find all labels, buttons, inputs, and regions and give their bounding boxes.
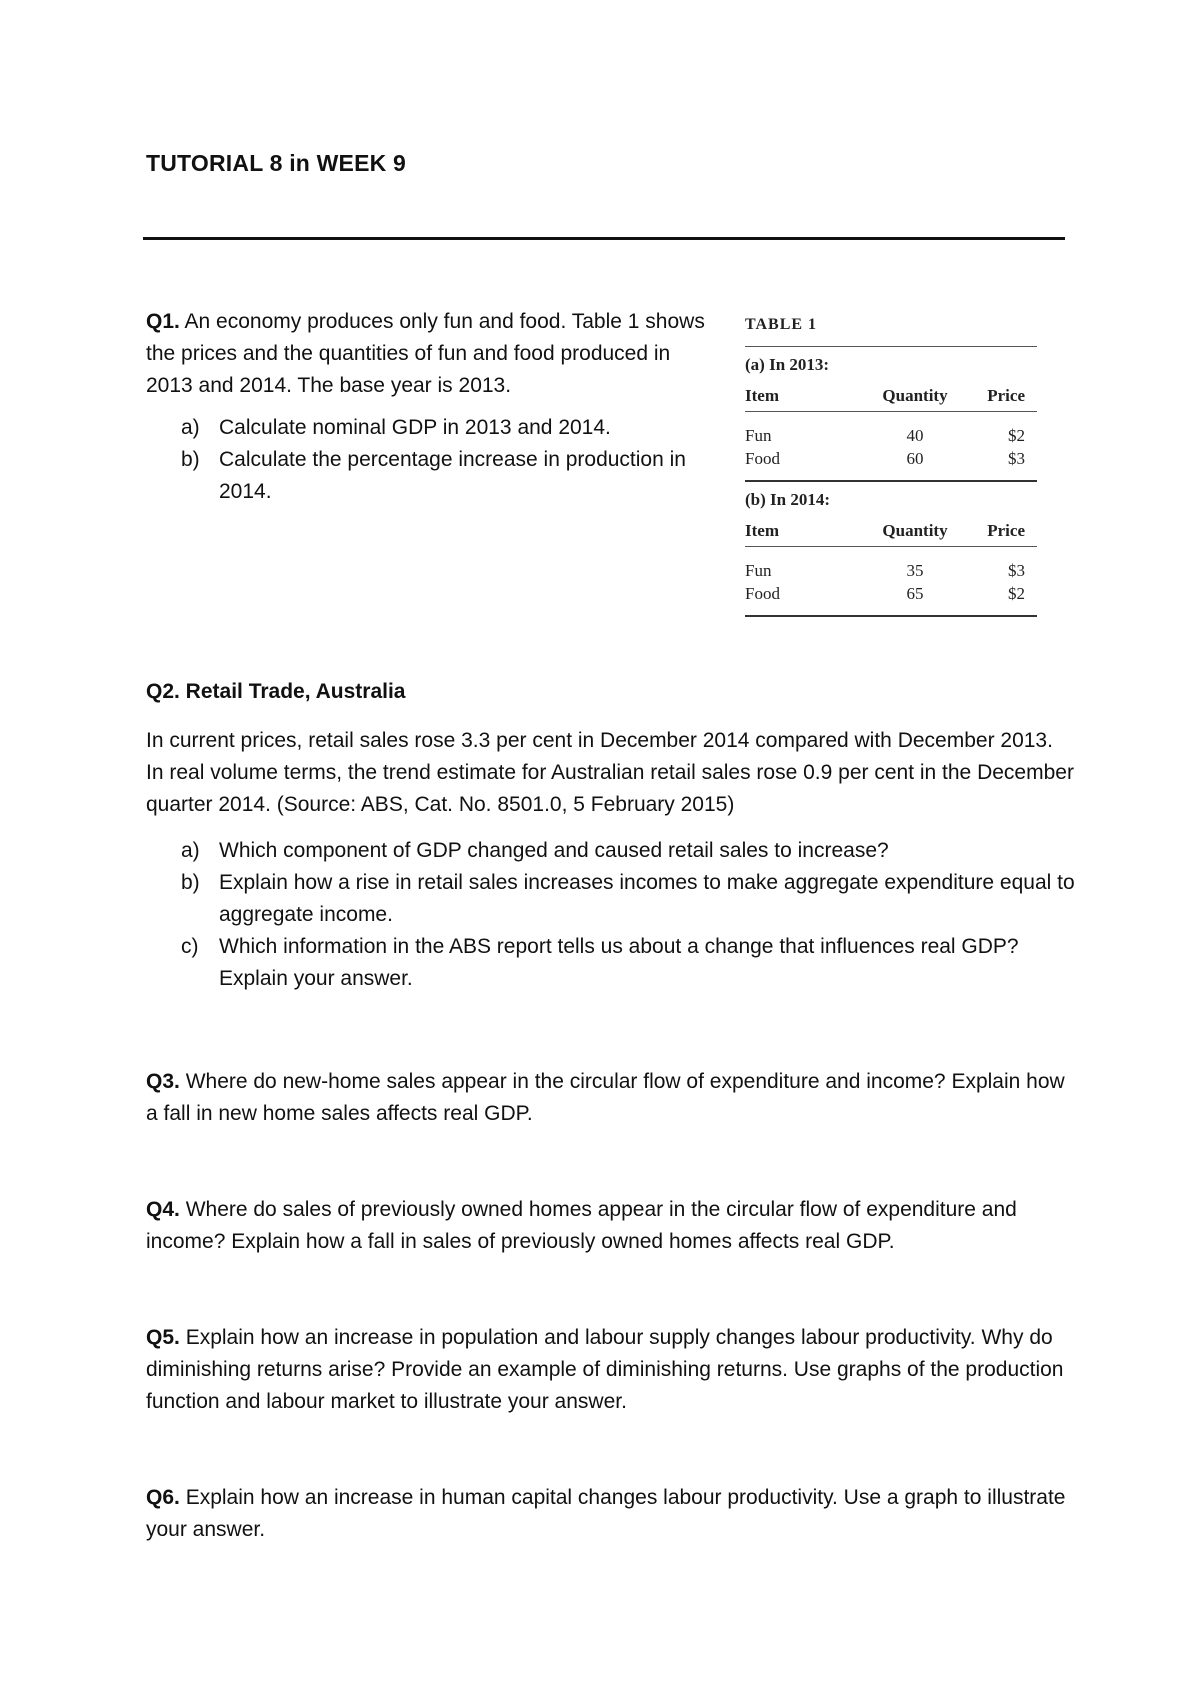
list-item <box>146 931 1076 995</box>
table-header-row <box>745 381 1037 411</box>
question-3 <box>146 1066 1076 1130</box>
table-row <box>745 582 1037 605</box>
question-6 <box>146 1482 1076 1546</box>
table-cell: Food <box>745 448 780 468</box>
table-cell: Fun <box>745 425 772 445</box>
table-cell: $3 <box>1008 448 1025 468</box>
question-1-subitems <box>146 412 706 508</box>
table-cell: Food <box>745 583 780 603</box>
list-item-text: Which information in the ABS report tells us about a change that influences real GDP? Explain your answer. <box>219 935 1019 990</box>
question-2-text: In current prices, retail sales rose 3.3 per cent in December 2014 compared with December 2013. In real volume terms, the trend estimate for Australian retail sales rose 0.9 per cent in the December quarter 2014. (Source: ABS, Cat. No. 8501.0, 5 February 2015) <box>146 729 1074 816</box>
list-item-text: Calculate the percentage increase in production in 2014. <box>219 448 686 503</box>
table-section-label: (a) In 2013: <box>745 355 830 374</box>
table-body <box>745 547 1037 615</box>
question-6-label: Q6. <box>146 1486 180 1509</box>
question-4-body: Where do sales of previously owned homes appear in the circular flow of expenditure and income? Explain how a fall in sales of previously owned homes affects real GDP. <box>146 1198 1017 1253</box>
table-rule <box>745 615 1037 617</box>
question-4 <box>146 1194 1076 1258</box>
table-row <box>745 447 1037 470</box>
table-header-row <box>745 516 1037 546</box>
list-item-text: Which component of GDP changed and caused retail sales to increase? <box>219 839 889 862</box>
list-item-text: Explain how a rise in retail sales increases incomes to make aggregate expenditure equal to aggregate income. <box>219 871 1075 926</box>
table-cell: 40 <box>906 425 924 445</box>
question-2-subitems <box>146 835 1076 995</box>
table-cell: $2 <box>1008 425 1025 445</box>
question-1 <box>146 306 706 508</box>
table-cell: 60 <box>906 448 924 468</box>
list-marker: a) <box>181 416 200 439</box>
table-cell: $3 <box>1008 560 1025 580</box>
column-header: Quantity <box>882 386 948 405</box>
table-row <box>745 424 1037 447</box>
column-header: Price <box>987 386 1025 405</box>
question-4-text <box>146 1194 1076 1258</box>
question-4-label: Q4. <box>146 1198 180 1221</box>
list-marker: b) <box>181 871 200 894</box>
list-marker: c) <box>181 935 199 958</box>
list-item-text: Calculate nominal GDP in 2013 and 2014. <box>219 416 611 439</box>
table-body <box>745 412 1037 480</box>
list-item <box>146 412 706 444</box>
question-5-text <box>146 1322 1076 1418</box>
column-header: Price <box>987 521 1025 540</box>
question-2 <box>146 676 1076 995</box>
table-row <box>745 559 1037 582</box>
list-item <box>146 835 1076 867</box>
question-1-text <box>146 306 706 402</box>
question-6-body: Explain how an increase in human capital changes labour productivity. Use a graph to illustrate your answer. <box>146 1486 1066 1541</box>
question-3-label: Q3. <box>146 1070 180 1093</box>
column-header: Item <box>745 521 779 540</box>
question-6-text <box>146 1482 1076 1546</box>
question-3-text <box>146 1066 1076 1130</box>
question-1-body: An economy produces only fun and food. Table 1 shows the prices and the quantities of fun and food produced in 2013 and 2014. The base year is 2013. <box>146 310 705 397</box>
list-marker: b) <box>181 448 200 471</box>
question-2-heading: Q2. Retail Trade, Australia <box>146 680 406 703</box>
list-marker: a) <box>181 839 200 862</box>
table-title: TABLE 1 <box>745 316 818 333</box>
column-header: Item <box>745 386 779 405</box>
list-item <box>146 867 1076 931</box>
question-5-body: Explain how an increase in population and labour supply changes labour productivity. Why do diminishing returns arise? Provide an example of diminishing returns. Use graphs of the production function and labour market to illustrate your answer. <box>146 1326 1064 1413</box>
question-5 <box>146 1322 1076 1418</box>
title-divider <box>143 237 1065 240</box>
column-header: Quantity <box>882 521 948 540</box>
question-5-label: Q5. <box>146 1326 180 1349</box>
table-cell: 35 <box>906 560 924 580</box>
table-cell: 65 <box>906 583 924 603</box>
table-cell: Fun <box>745 560 772 580</box>
question-3-body: Where do new-home sales appear in the circular flow of expenditure and income? Explain how a fall in new home sales affects real GDP. <box>146 1070 1065 1125</box>
table-cell: $2 <box>1008 583 1025 603</box>
question-1-label: Q1. <box>146 310 180 333</box>
list-item <box>146 444 706 508</box>
table-1 <box>745 316 1037 617</box>
table-section-label: (b) In 2014: <box>745 490 831 509</box>
page-title: TUTORIAL 8 in WEEK 9 <box>146 150 407 176</box>
